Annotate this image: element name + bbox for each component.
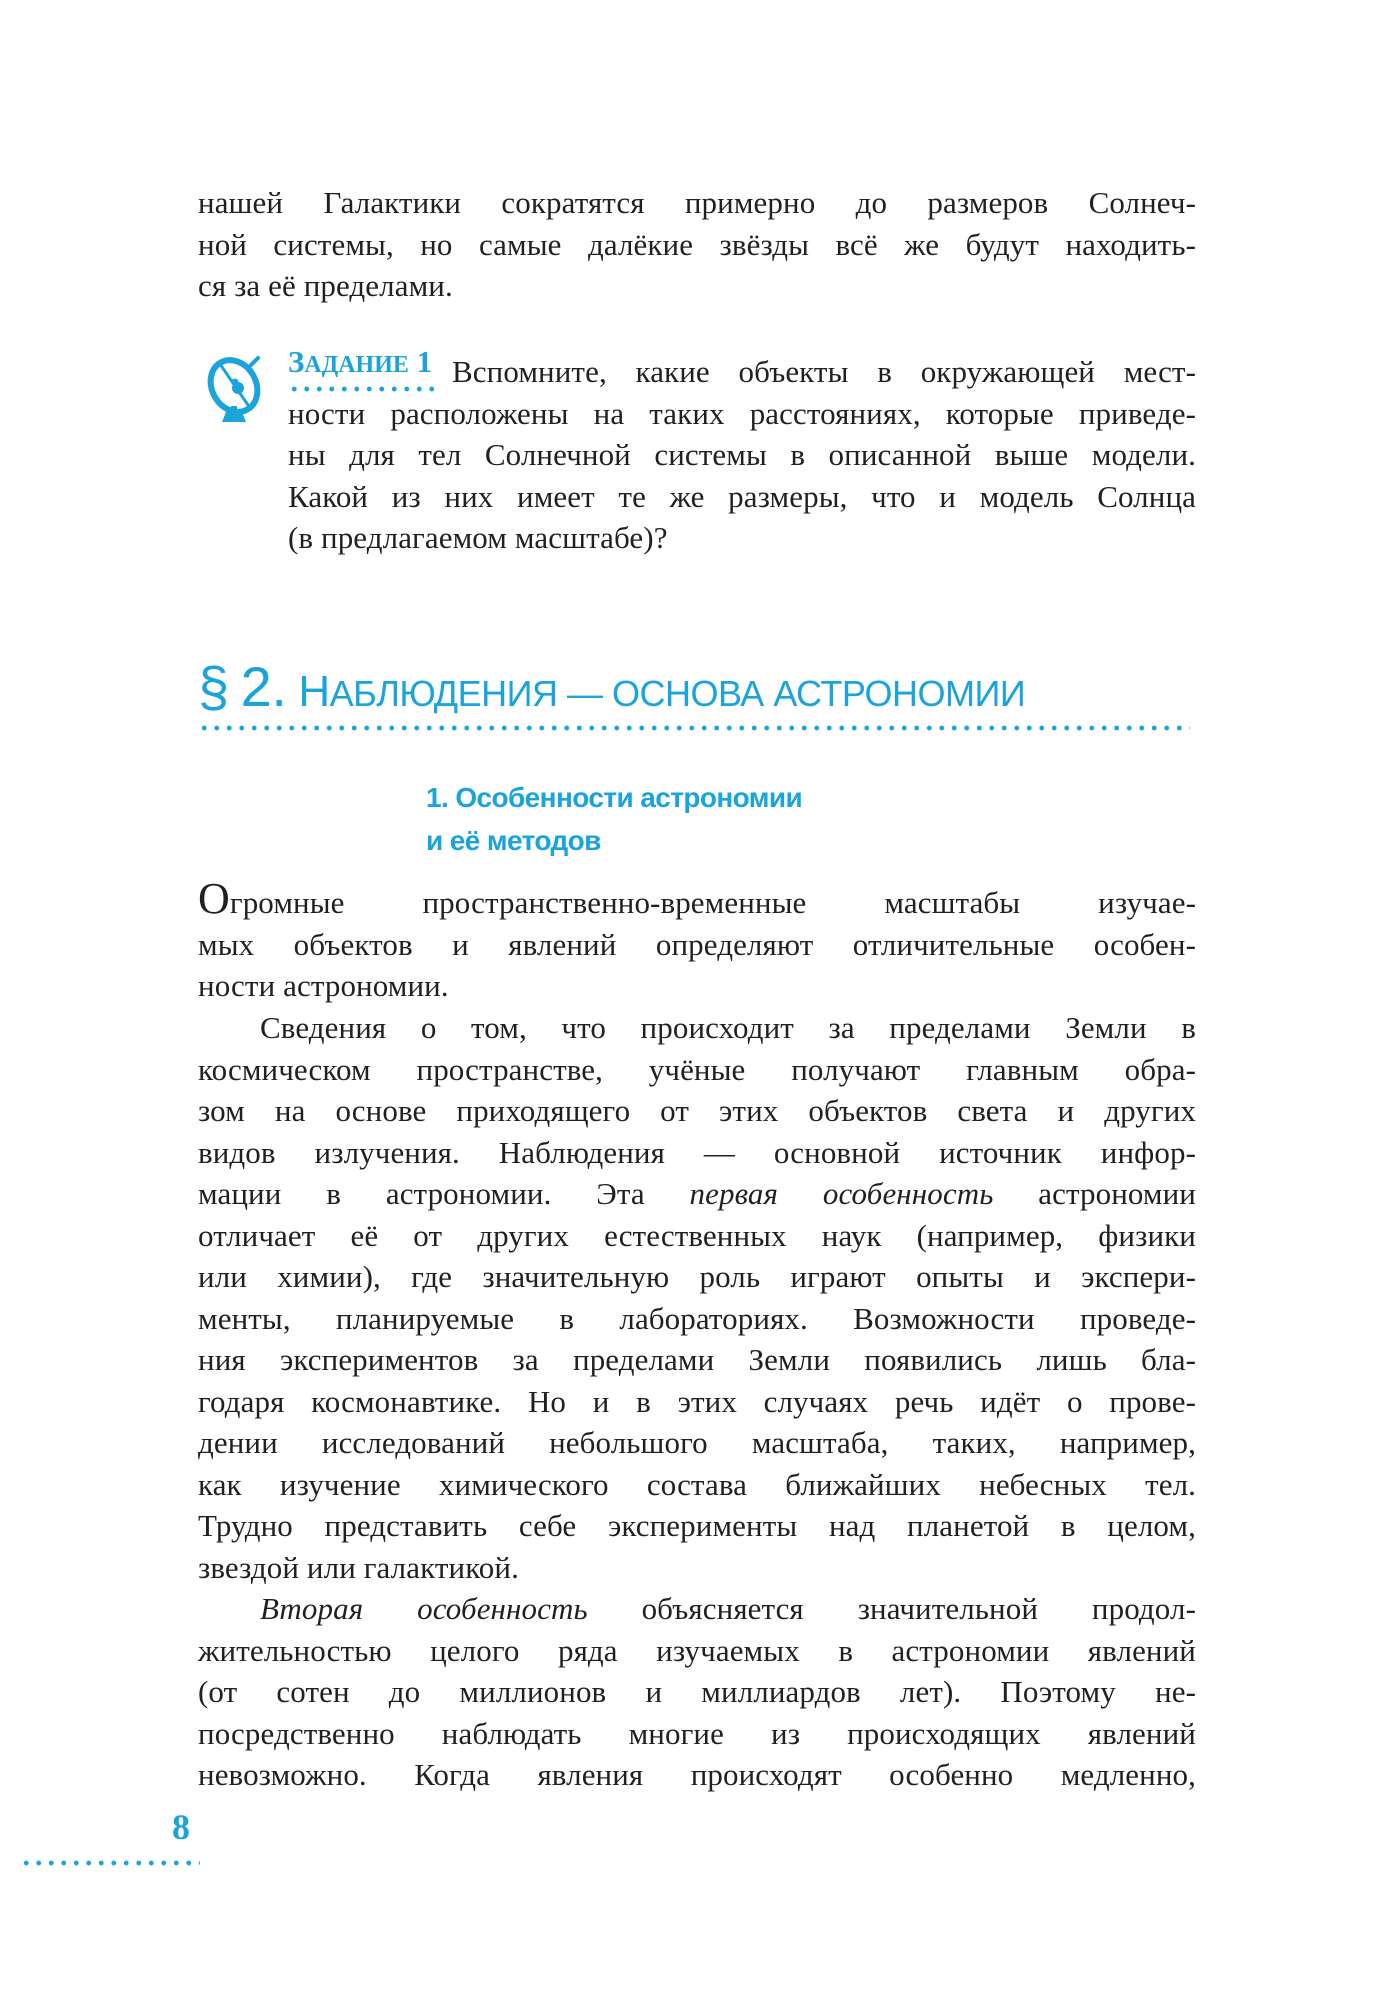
text-line: ся за её пределами. <box>198 268 453 303</box>
subsection-heading <box>426 776 802 862</box>
text-line: нашей Галактики сократятся примерно до размеров Солнеч- <box>198 185 1196 220</box>
section-symbol: § <box>198 655 229 718</box>
text-line <box>198 1173 1196 1215</box>
text-line: ны для тел Солнечной системы в описанной выше модели. <box>288 437 1196 472</box>
task-text-first <box>452 351 1196 393</box>
intro-paragraph <box>198 182 1196 307</box>
text-line: звездой или галактикой. <box>198 1549 519 1585</box>
drop-cap: О <box>198 874 230 923</box>
page-number-underline <box>20 1860 200 1866</box>
text-line <box>198 874 1196 924</box>
text-line: космическом пространстве, учёные получают главным обра- <box>198 1051 1196 1087</box>
text-line: Сведения о том, что происходит за пределами Земли в <box>260 1010 1196 1045</box>
text-line: дении исследований небольшого масштаба, таких, например, <box>198 1425 1196 1460</box>
emphasis: Вторая особенность <box>260 1591 588 1626</box>
text-line: годаря космонавтике. Но и в этих случаях речь идёт о прове- <box>198 1383 1196 1419</box>
text-line: посредственно наблюдать многие из происходящих явлений <box>198 1715 1196 1751</box>
text-line: мых объектов и явлений определяют отличительные особен- <box>198 926 1196 962</box>
text-line: Какой из них имеет те же размеры, что и модель Солнца <box>288 478 1196 514</box>
text-line: менты, планируемые в лабораториях. Возможности проведе- <box>198 1300 1196 1336</box>
text-line: ности астрономии. <box>198 968 449 1003</box>
text-line: Вспомните, какие объекты в окружающей мест- <box>452 354 1196 389</box>
text-line: невозможно. Когда явления происходят особенно медленно, <box>198 1757 1196 1792</box>
text-line: видов излучения. Наблюдения — основной источник инфор- <box>198 1134 1196 1170</box>
text-line: или химии), где значительную роль играют опыты и экспери- <box>198 1259 1196 1294</box>
text-line <box>198 1588 1196 1630</box>
task-label-word: АДАНИЕ <box>304 352 409 378</box>
text-line: ной системы, но самые далёкие звёзды всё же будут находить- <box>198 226 1196 262</box>
text-line: зом на основе приходящего от этих объектов света и других <box>198 1093 1196 1128</box>
text-span: объясняется значительной продол- <box>587 1591 1196 1626</box>
task-label-initial: З <box>288 344 305 379</box>
section-title-initial: Н <box>298 667 330 716</box>
text-line: (в предлагаемом масштабе)? <box>288 520 668 555</box>
text-line: Трудно представить себе эксперименты над планетой в целом, <box>198 1508 1196 1543</box>
section-heading <box>198 654 1025 719</box>
text-span: астрономии <box>993 1176 1196 1211</box>
text-line: (от сотен до миллионов и миллиардов лет). Поэтому не- <box>198 1674 1196 1709</box>
task-label-number: 1 <box>416 344 433 379</box>
section-title: АБЛЮДЕНИЯ — ОСНОВА АСТРОНОМИИ <box>329 673 1026 714</box>
page-number: 8 <box>172 1807 190 1847</box>
section-underline <box>198 725 1190 731</box>
emphasis: первая особенность <box>689 1176 994 1211</box>
paragraph-2 <box>198 1007 1196 1588</box>
text-line: ности расположены на таких расстояниях, которые приведе- <box>288 395 1196 431</box>
task-text <box>288 393 1196 559</box>
text-line: жительностью целого ряда изучаемых в астрономии явлений <box>198 1632 1196 1668</box>
satellite-dish-icon <box>200 350 272 430</box>
subsection-title-line2: и её методов <box>426 825 601 856</box>
text-line: отличает её от других естественных наук (например, физики <box>198 1217 1196 1253</box>
text-span: мации в астрономии. Эта <box>198 1176 690 1211</box>
text-span: громные пространственно-временные масштабы изучае- <box>229 885 1196 920</box>
task-label <box>288 344 432 380</box>
task-label-underline <box>288 386 438 392</box>
text-line: ния экспериментов за пределами Земли появились лишь бла- <box>198 1342 1196 1377</box>
paragraph-1 <box>198 874 1196 1007</box>
paragraph-3 <box>198 1588 1196 1796</box>
text-line: как изучение химического состава ближайших небесных тел. <box>198 1466 1196 1502</box>
section-number: 2. <box>240 655 287 718</box>
subsection-title-line1: 1. Особенности астрономии <box>426 782 803 813</box>
